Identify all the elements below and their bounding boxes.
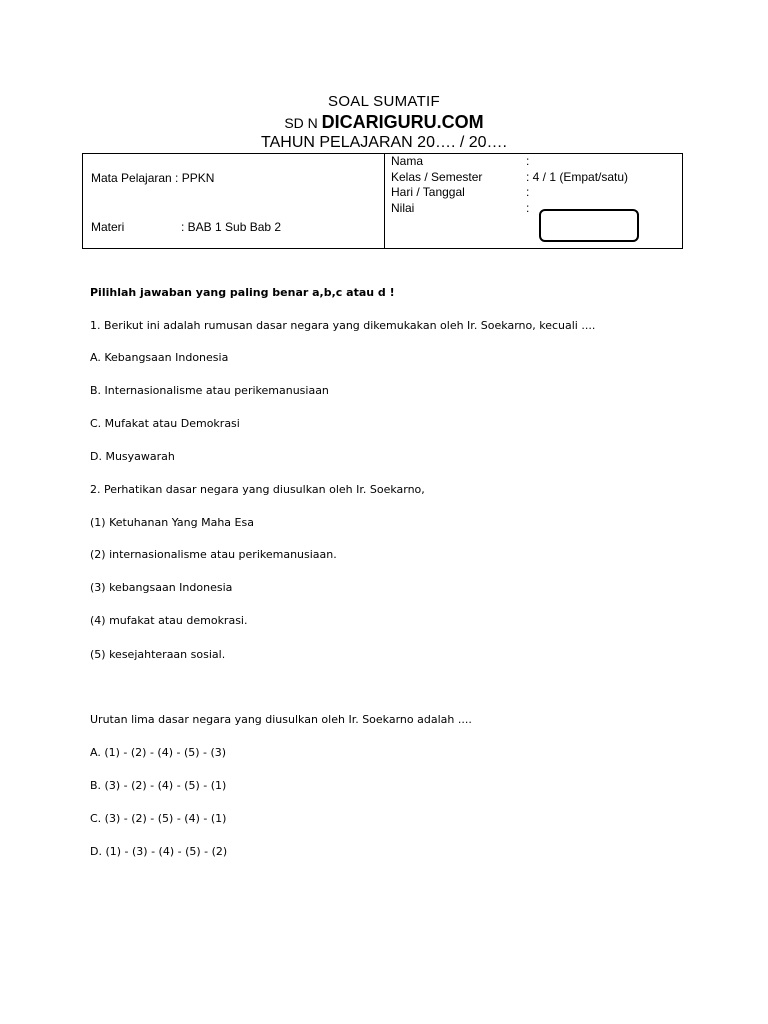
- q1-option-b: B. Internasionalisme atau perikemanusiaan: [90, 384, 329, 397]
- info-table: [82, 153, 683, 249]
- topic-label: Materi: [91, 220, 125, 234]
- score-value: :: [526, 201, 530, 215]
- school-line: [0, 112, 768, 133]
- q1-option-c: C. Mufakat atau Demokrasi: [90, 417, 240, 430]
- day-date-value: :: [526, 185, 530, 199]
- q1-option-d: D. Musyawarah: [90, 450, 175, 463]
- topic-value: : BAB 1 Sub Bab 2: [181, 220, 282, 234]
- q2-item-4: (4) mufakat atau demokrasi.: [90, 614, 248, 627]
- score-label: Nilai: [391, 201, 415, 215]
- subject-label: Mata Pelajaran : PPKN: [91, 171, 215, 185]
- day-date-label: Hari / Tanggal: [391, 185, 465, 199]
- school-prefix: SD N: [284, 115, 322, 131]
- name-value: :: [526, 154, 530, 168]
- question-2: 2. Perhatikan dasar negara yang diusulkan oleh Ir. Soekarno,: [90, 483, 425, 496]
- q2-option-a: A. (1) - (2) - (4) - (5) - (3): [90, 746, 227, 759]
- q2-item-5: (5) kesejahteraan sosial.: [90, 648, 226, 661]
- q2-option-b: B. (3) - (2) - (4) - (5) - (1): [90, 779, 227, 792]
- school-name: DICARIGURU.COM: [321, 112, 484, 132]
- info-table-divider: [384, 154, 385, 248]
- class-semester-label: Kelas / Semester: [391, 170, 483, 184]
- q2-item-3: (3) kebangsaan Indonesia: [90, 581, 233, 594]
- q2-option-d: D. (1) - (3) - (4) - (5) - (2): [90, 845, 228, 858]
- name-label: Nama: [391, 154, 424, 168]
- q2-item-2: (2) internasionalisme atau perikemanusiaan.: [90, 548, 337, 561]
- question-1: 1. Berikut ini adalah rumusan dasar negara yang dikemukakan oleh Ir. Soekarno, kecuali ....: [90, 319, 596, 332]
- document-title: SOAL SUMATIF: [328, 93, 440, 110]
- q1-option-a: A. Kebangsaan Indonesia: [90, 351, 229, 364]
- q2-prompt: Urutan lima dasar negara yang diusulkan oleh Ir. Soekarno adalah ....: [90, 713, 472, 726]
- score-box: [539, 209, 639, 242]
- academic-year: TAHUN PELAJARAN 20…. / 20….: [261, 134, 507, 151]
- class-semester-value: : 4 / 1 (Empat/satu): [526, 170, 629, 184]
- q2-option-c: C. (3) - (2) - (5) - (4) - (1): [90, 812, 227, 825]
- q2-item-1: (1) Ketuhanan Yang Maha Esa: [90, 516, 254, 529]
- instruction: Pilihlah jawaban yang paling benar a,b,c atau d !: [90, 286, 395, 299]
